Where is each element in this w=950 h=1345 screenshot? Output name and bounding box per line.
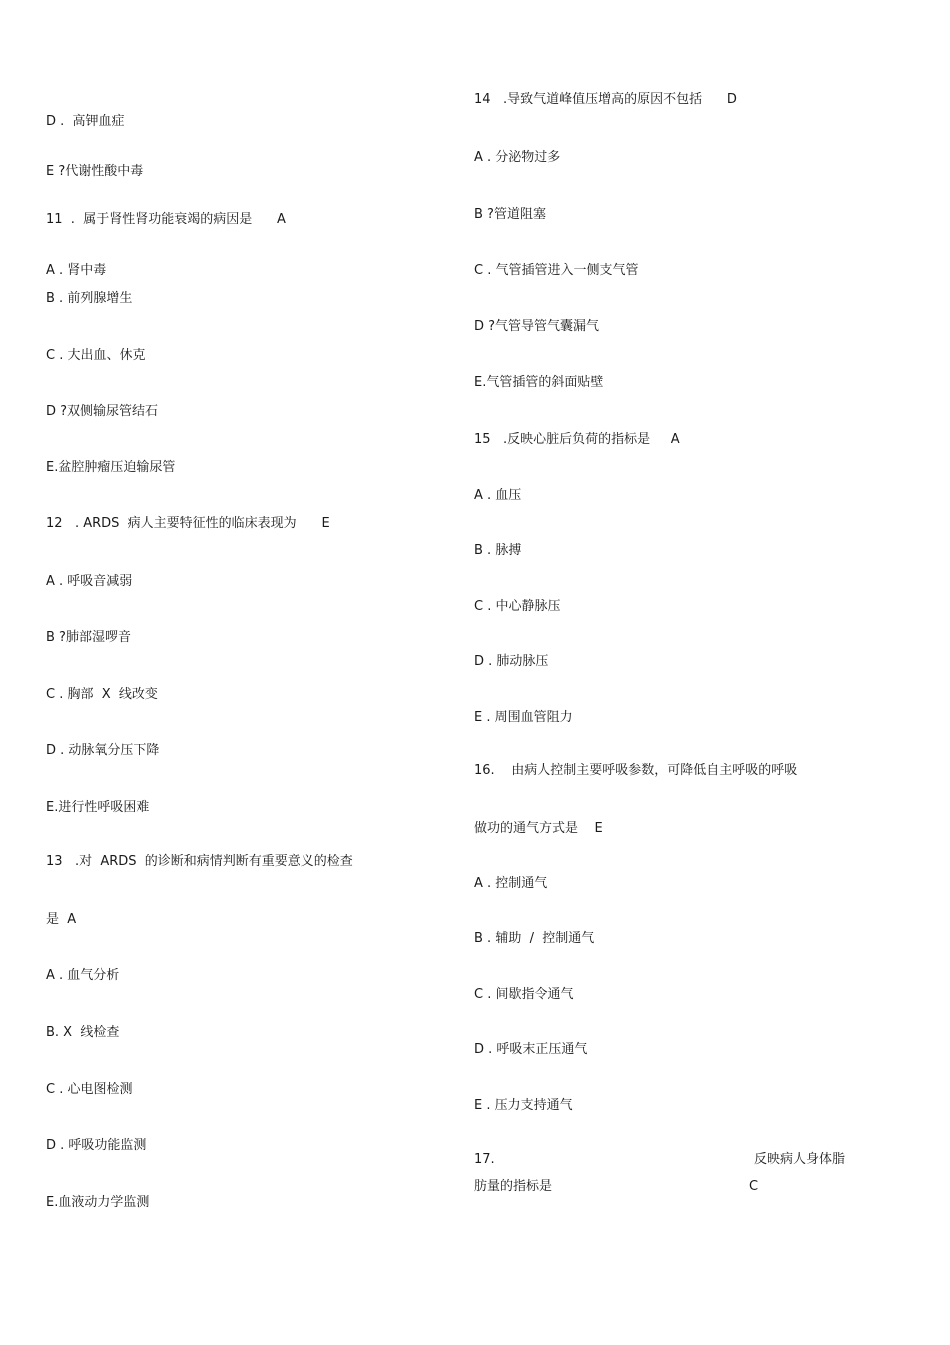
question-14: 14 .导致气道峰值压增高的原因不包括 D: [474, 92, 737, 107]
option-q16-d: D . 呼吸末正压通气: [474, 1042, 588, 1057]
option-q11-a: A . 肾中毒: [46, 263, 107, 278]
option-q14-e: E.气管插管的斜面贴壁: [474, 375, 604, 390]
option-q11-e: E.盆腔肿瘤压迫输尿管: [46, 460, 176, 475]
option-q13-c: C . 心电图检测: [46, 1082, 133, 1097]
question-11: 11 . 属于肾性肾功能衰竭的病因是 A: [46, 212, 286, 227]
option-q16-a: A . 控制通气: [474, 876, 548, 891]
option-q10-e: E ?代谢性酸中毒: [46, 164, 144, 179]
question-16-continuation: 做功的通气方式是 E: [474, 821, 603, 836]
option-q14-d: D ?气管导管气囊漏气: [474, 319, 600, 334]
question-17-number: 17.: [474, 1152, 495, 1167]
option-q12-b: B ?肺部湿啰音: [46, 630, 131, 645]
option-q12-d: D . 动脉氧分压下降: [46, 743, 160, 758]
option-q11-d: D ?双侧输尿管结石: [46, 404, 159, 419]
option-q16-e: E . 压力支持通气: [474, 1098, 573, 1113]
option-q16-c: C . 间歇指令通气: [474, 987, 574, 1002]
option-q10-d: D . 高钾血症: [46, 114, 125, 129]
option-q11-b: B . 前列腺增生: [46, 291, 133, 306]
option-q14-a: A . 分泌物过多: [474, 150, 561, 165]
option-q11-c: C . 大出血、休克: [46, 348, 146, 363]
question-12: 12 . ARDS 病人主要特征性的临床表现为 E: [46, 516, 330, 531]
question-15: 15 .反映心脏后负荷的指标是 A: [474, 432, 680, 447]
option-q12-a: A . 呼吸音减弱: [46, 574, 133, 589]
question-16: 16. 由病人控制主要呼吸参数，可降低自主呼吸的呼吸: [474, 763, 798, 778]
question-13: 13 .对 ARDS 的诊断和病情判断有重要意义的检查: [46, 854, 353, 869]
option-q12-c: C . 胸部 X 线改变: [46, 687, 158, 702]
option-q15-d: D . 肺动脉压: [474, 654, 549, 669]
option-q16-b: B . 辅助 / 控制通气: [474, 931, 595, 946]
question-17-answer: C: [749, 1179, 759, 1194]
option-q13-a: A . 血气分析: [46, 968, 120, 983]
option-q15-c: C . 中心静脉压: [474, 599, 561, 614]
question-13-continuation: 是 A: [46, 912, 77, 927]
option-q12-e: E.进行性呼吸困难: [46, 800, 150, 815]
option-q13-e: E.血液动力学监测: [46, 1195, 150, 1210]
question-17-stem: 反映病人身体脂: [754, 1152, 846, 1167]
question-17-stem-continuation: 肪量的指标是: [474, 1179, 553, 1194]
option-q15-a: A . 血压: [474, 488, 522, 503]
option-q13-b: B. X 线检查: [46, 1025, 120, 1040]
option-q15-b: B . 脉搏: [474, 543, 522, 558]
option-q13-d: D . 呼吸功能监测: [46, 1138, 147, 1153]
option-q15-e: E . 周围血管阻力: [474, 710, 573, 725]
option-q14-c: C . 气管插管进入一侧支气管: [474, 263, 639, 278]
option-q14-b: B ?管道阻塞: [474, 207, 546, 222]
